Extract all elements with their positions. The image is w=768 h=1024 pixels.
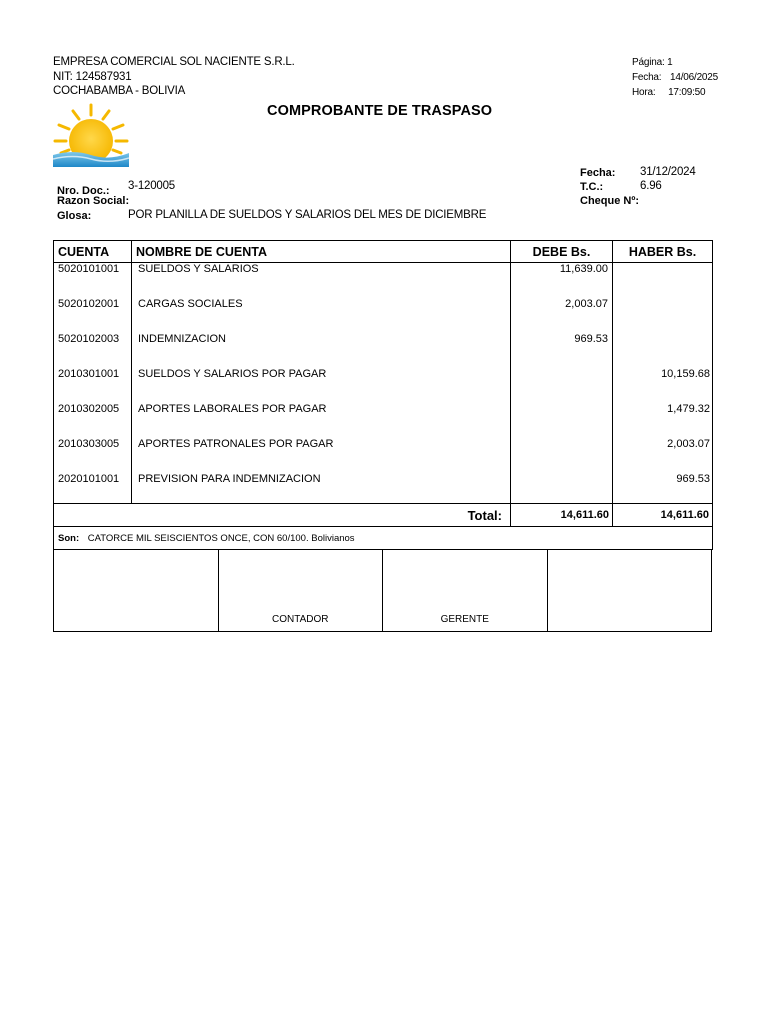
cell-cuenta: 2010301001	[54, 367, 132, 402]
signature-box-1	[54, 549, 219, 631]
cheque-label: Cheque Nº:	[580, 195, 640, 207]
son-label: Son:	[58, 532, 80, 544]
col-header-haber: HABER Bs.	[613, 241, 713, 263]
razon-social-label: Razon Social:	[57, 195, 130, 207]
cell-haber	[613, 263, 713, 298]
cell-nombre: APORTES LABORALES POR PAGAR	[132, 402, 511, 437]
signature-box-4	[548, 549, 712, 631]
cell-haber: 1,479.32	[613, 402, 713, 437]
amount-in-words-row	[54, 527, 713, 550]
table-row	[54, 402, 713, 437]
cell-nombre: CARGAS SOCIALES	[132, 297, 511, 332]
table-row	[54, 297, 713, 332]
table-row	[54, 472, 713, 504]
cell-cuenta: 2010303005	[54, 437, 132, 472]
fecha-value: 31/12/2024	[640, 166, 696, 178]
cell-nombre: APORTES PATRONALES POR PAGAR	[132, 437, 511, 472]
glosa-label: Glosa:	[57, 210, 92, 222]
company-nit: NIT: 124587931	[53, 70, 132, 83]
cell-haber	[613, 332, 713, 367]
cell-debe: 969.53	[511, 332, 613, 367]
page-row	[632, 55, 718, 70]
print-time-label: Hora:	[632, 87, 656, 98]
total-haber: 14,611.60	[613, 504, 713, 527]
signature-box-contador	[219, 549, 384, 631]
report-meta	[632, 55, 718, 100]
signature-box-gerente	[383, 549, 548, 631]
cell-haber: 969.53	[613, 472, 713, 504]
cell-nombre: PREVISION PARA INDEMNIZACION	[132, 472, 511, 504]
total-debe: 14,611.60	[511, 504, 613, 527]
page-label: Página:	[632, 57, 665, 68]
cell-nombre: SUELDOS Y SALARIOS POR PAGAR	[132, 367, 511, 402]
print-date-value: 14/06/2025	[669, 72, 719, 83]
tc-value: 6.96	[640, 180, 662, 192]
amount-in-words-cell	[54, 527, 713, 550]
cell-debe	[511, 367, 613, 402]
cell-debe	[511, 402, 613, 437]
signature-label-gerente: GERENTE	[440, 614, 489, 625]
cell-debe: 2,003.07	[511, 297, 613, 332]
cell-cuenta: 2020101001	[54, 472, 132, 504]
tc-label: T.C.:	[580, 181, 604, 193]
table-row	[54, 332, 713, 367]
accounting-entries-table	[53, 240, 713, 550]
table-header-row	[54, 241, 713, 263]
cell-haber: 2,003.07	[613, 437, 713, 472]
cell-debe: 11,639.00	[511, 263, 613, 298]
cell-cuenta: 5020101001	[54, 263, 132, 298]
col-header-debe: DEBE Bs.	[511, 241, 613, 263]
nro-doc-value: 3-120005	[128, 180, 175, 192]
son-value: CATORCE MIL SEISCIENTOS ONCE, CON 60/100. Bolivianos	[87, 532, 355, 544]
fecha-label: Fecha:	[580, 167, 616, 179]
cell-nombre: SUELDOS Y SALARIOS	[132, 263, 511, 298]
print-time-row	[632, 85, 718, 100]
total-label: Total:	[54, 504, 511, 527]
cell-nombre: INDEMNIZACION	[132, 332, 511, 367]
table-row	[54, 437, 713, 472]
cell-cuenta: 2010302005	[54, 402, 132, 437]
cell-debe	[511, 437, 613, 472]
print-time-value: 17:09:50	[668, 87, 706, 98]
col-header-cuenta: CUENTA	[54, 241, 132, 263]
glosa-value: POR PLANILLA DE SUELDOS Y SALARIOS DEL MES DE DICIEMBRE	[128, 209, 487, 221]
cell-debe	[511, 472, 613, 504]
table-row	[54, 263, 713, 298]
table-row	[54, 367, 713, 402]
cell-cuenta: 5020102003	[54, 332, 132, 367]
cell-cuenta: 5020102001	[54, 297, 132, 332]
company-name: EMPRESA COMERCIAL SOL NACIENTE S.R.L.	[53, 56, 295, 68]
page-value: 1	[667, 57, 673, 68]
signature-label-contador: CONTADOR	[272, 614, 329, 625]
print-date-row	[632, 70, 718, 85]
signature-area	[53, 549, 712, 632]
col-header-nombre: NOMBRE DE CUENTA	[132, 241, 511, 263]
cell-haber	[613, 297, 713, 332]
sun-logo	[53, 103, 129, 167]
print-date-label: Fecha:	[632, 72, 662, 83]
company-block	[53, 55, 295, 99]
cell-haber: 10,159.68	[613, 367, 713, 402]
nro-doc-label: Nro. Doc.:	[57, 185, 110, 197]
company-city: COCHABAMBA - BOLIVIA	[53, 85, 186, 97]
document-title: COMPROBANTE DE TRASPASO	[267, 103, 493, 119]
total-row	[54, 504, 713, 527]
